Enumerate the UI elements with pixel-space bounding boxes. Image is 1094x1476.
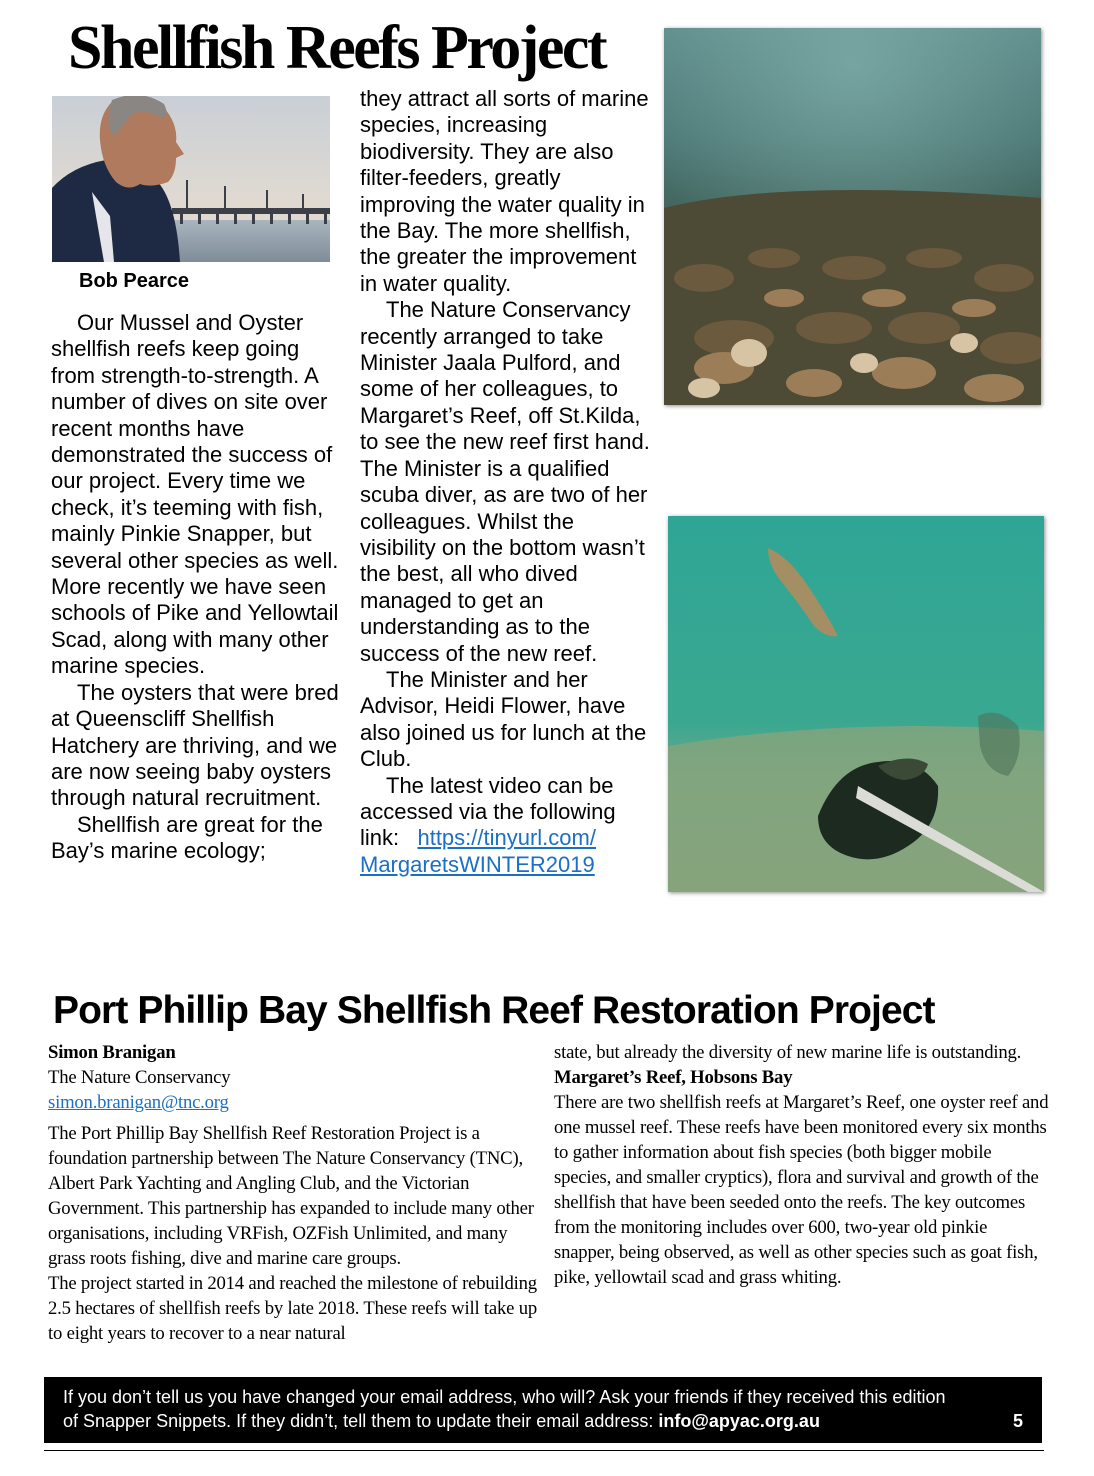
section-column-1: [48, 1040, 538, 1346]
paragraph: state, but already the diversity of new marine life is outstanding.: [554, 1042, 1022, 1063]
section-column-2: [554, 1040, 1050, 1290]
paragraph: The Nature Conservancy recently arranged to take Minister Jaala Pulford, and some of her colleagues, to Margaret’s Reef, off St.Kilda, to see the new reef first hand. The Minister is a qualified scuba diver, as are two of her colleagues. Whilst the visibility on the bottom wasn’t the best, all who dived managed to get an understanding as to the success of the new reef.: [360, 297, 650, 666]
article-column-1: [51, 310, 347, 865]
footer-text: of Snapper Snippets. If they didn’t, tell them to update their email address:: [63, 1411, 659, 1431]
paragraph: Our Mussel and Oyster shellfish reefs keep going from strength-to-strength. A number of dives on site over recent months have demonstrated the success of our project. Every time we check, it’s teeming with fish, mainly Pinkie Snapper, but several other species as well. More recently we have seen schools of Pike and Yellowtail Scad, along with many other marine species.: [51, 310, 339, 679]
paragraph: [360, 773, 652, 879]
paragraph: The Minister and her Advisor, Heidi Flower, have also joined us for lunch at the Club.: [360, 666, 647, 772]
footer-line-2: [63, 1409, 1042, 1433]
section-organisation: The Nature Conservancy: [48, 1067, 231, 1088]
reef-photo-1: [664, 28, 1041, 405]
paragraph: Shellfish are great for the Bay’s marine ecology;: [51, 811, 323, 864]
subheading: Margaret’s Reef, Hobsons Bay: [554, 1067, 793, 1088]
paragraph: The oysters that were bred at Queenscliff Shellfish Hatchery are thriving, and we are now seeing baby oysters through natural recruitment.: [51, 679, 339, 811]
author-name: Bob Pearce: [79, 270, 190, 292]
link-intro: The latest video can be accessed via the following link:: [360, 772, 616, 851]
reef-photo-2: [668, 516, 1044, 892]
reef-photo-2-image: [668, 516, 1044, 892]
video-link-part-1[interactable]: https://tinyurl.com/: [417, 825, 596, 851]
video-link-part-2[interactable]: MargaretsWINTER2019: [360, 851, 595, 877]
bottom-rule: [44, 1450, 1044, 1451]
paragraph: The Port Phillip Bay Shellfish Reef Restoration Project is a foundation partnership between The Nature Conservancy (TNC), Albert Park Yachting and Angling Club, and the Victorian Government. This partnership has expanded to include many other organisations, including VRFish, OZFish Unlimited, and many grass roots fishing, dive and marine care groups.: [48, 1123, 534, 1269]
article-title: Shellfish Reefs Project: [68, 14, 606, 82]
section-title: Port Phillip Bay Shellfish Reef Restoration Project: [53, 989, 935, 1032]
reef-photo-1-image: [664, 28, 1041, 405]
author-photo: [52, 96, 330, 262]
page-number: 5: [1012, 1411, 1023, 1431]
article-column-2: [360, 86, 652, 878]
paragraph: There are two shellfish reefs at Margaret’s Reef, one oyster reef and one mussel reef. These reefs have been monitored every six months to gather information about fish species (both bigger mobile species, and smaller cryptics), flora and survival and growth of the shellfish that have been seeded onto the reefs. The key outcomes from the monitoring includes over 600, two-year old pinkie snapper, being observed, as well as other species such as goat fish, pike, yellowtail scad and grass whiting.: [554, 1092, 1049, 1288]
paragraph: they attract all sorts of marine species, increasing biodiversity. They are also filter-feeders, greatly improving the water quality in the Bay. The more shellfish, the greater the improvement in water quality.: [360, 86, 649, 296]
footer-line-1: If you don’t tell us you have changed your email address, who will? Ask your friends if they received this edition: [63, 1387, 946, 1407]
author-photo-image: [52, 96, 330, 262]
footer-banner: [44, 1377, 1042, 1443]
paragraph: The project started in 2014 and reached the milestone of rebuilding 2.5 hectares of shellfish reefs by late 2018. These reefs will take up to eight years to recover to a near natural: [48, 1273, 538, 1344]
section-author: Simon Branigan: [48, 1042, 176, 1063]
author-email-link[interactable]: simon.branigan@tnc.org: [48, 1092, 229, 1113]
footer-email[interactable]: info@apyac.org.au: [658, 1411, 820, 1431]
